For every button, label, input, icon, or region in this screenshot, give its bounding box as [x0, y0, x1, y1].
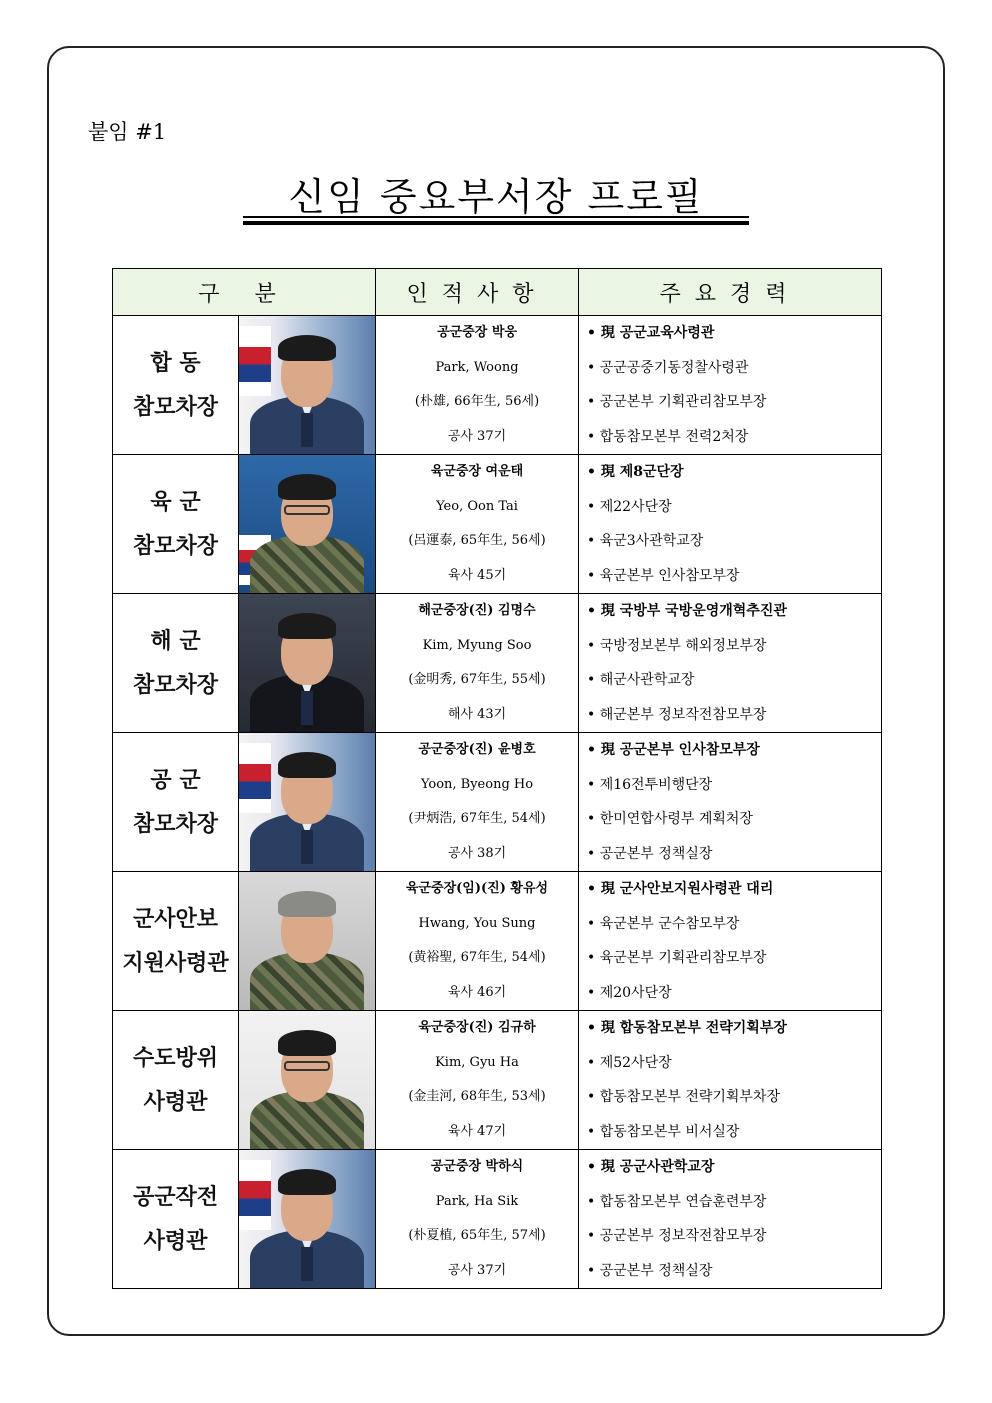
category-cell: [113, 733, 239, 872]
hanja-birth-age: (金明秀, 67年生, 55세): [408, 672, 546, 687]
category-line: 참모차장: [132, 811, 218, 837]
personal-info-cell: [376, 316, 579, 455]
rank-name: 공군중장(진) 윤병호: [418, 742, 536, 757]
career-cell: [579, 1011, 882, 1150]
header-category: 구 분: [113, 269, 376, 316]
career-item: • 합동참모본부 전력2처장: [587, 420, 881, 455]
hair-shape: [278, 474, 336, 500]
career-cell: [579, 872, 882, 1011]
career-cell: [579, 316, 882, 455]
career-item: • 육군본부 군수참모부장: [587, 907, 881, 942]
rank-name: 육군중장(임)(진) 황유성: [405, 881, 549, 896]
personal-info-cell: [376, 1011, 579, 1150]
career-item: • 공군본부 정보작전참모부장: [587, 1219, 881, 1254]
academy-class: 육사 45기: [447, 567, 507, 583]
academy-class: 해사 43기: [447, 706, 507, 722]
glasses-icon: [284, 505, 330, 515]
current-position: • 現 공군교육사령관: [587, 316, 881, 351]
category-line: 참모차장: [132, 533, 218, 559]
korean-flag-icon: [239, 1160, 271, 1230]
hanja-birth-age: (朴夏植, 65年生, 57세): [408, 1228, 546, 1243]
hanja-birth-age: (朴雄, 66年生, 56세): [414, 394, 540, 409]
table-row: [113, 1011, 882, 1150]
academy-class: 공사 38기: [447, 845, 507, 861]
portrait-photo: [239, 1011, 376, 1150]
hair-shape: [278, 335, 336, 361]
career-item: • 제22사단장: [587, 490, 881, 525]
glasses-icon: [284, 1061, 330, 1071]
hair-shape: [278, 1030, 336, 1056]
page-title: 신임 중요부서장 프로필: [288, 175, 704, 219]
category-line: 사령관: [143, 1089, 208, 1115]
english-name: Kim, Myung Soo: [422, 637, 532, 653]
category-cell: [113, 1011, 239, 1150]
category-line: 해 군: [150, 628, 201, 654]
table-header-row: [113, 269, 882, 316]
header-career: 주요경력: [579, 269, 882, 316]
portrait-photo: [239, 1150, 376, 1289]
career-item: • 합동참모본부 전략기획부차장: [587, 1080, 881, 1115]
academy-class: 공사 37기: [447, 1262, 507, 1278]
english-name: Kim, Gyu Ha: [435, 1054, 519, 1070]
header-personal-info: 인적사항: [376, 269, 579, 316]
necktie-shape: [301, 413, 313, 447]
hair-shape: [278, 1169, 336, 1195]
career-cell: [579, 733, 882, 872]
current-position: • 現 군사안보지원사령관 대리: [587, 872, 881, 907]
career-item: • 해군사관학교장: [587, 663, 881, 698]
category-line: 합 동: [150, 350, 201, 376]
category-line: 사령관: [143, 1228, 208, 1254]
category-cell: [113, 594, 239, 733]
category-cell: [113, 455, 239, 594]
rank-name: 육군중장 여운태: [430, 464, 524, 479]
career-item: • 공군본부 기획관리참모부장: [587, 385, 881, 420]
career-item: • 해군본부 정보작전참모부장: [587, 698, 881, 733]
category-line: 군사안보: [132, 906, 218, 932]
current-position: • 現 합동참모본부 전략기획부장: [587, 1011, 881, 1046]
category-cell: [113, 316, 239, 455]
necktie-shape: [301, 1247, 313, 1281]
career-item: • 육군본부 기획관리참모부장: [587, 941, 881, 976]
table-row: [113, 872, 882, 1011]
current-position: • 現 공군본부 인사참모부장: [587, 733, 881, 768]
necktie-shape: [301, 830, 313, 864]
title-underline-thick: [243, 221, 749, 225]
category-line: 공군작전: [132, 1184, 218, 1210]
english-name: Yeo, Oon Tai: [436, 498, 518, 514]
career-item: • 제20사단장: [587, 976, 881, 1011]
english-name: Yoon, Byeong Ho: [420, 776, 534, 792]
attachment-label: 붙임 #1: [88, 120, 167, 144]
personal-info-cell: [376, 1150, 579, 1289]
category-line: 육 군: [150, 489, 201, 515]
table-row: [113, 316, 882, 455]
portrait-photo: [239, 733, 376, 872]
career-item: • 육군3사관학교장: [587, 524, 881, 559]
academy-class: 공사 37기: [447, 428, 507, 444]
current-position: • 現 제8군단장: [587, 455, 881, 490]
rank-name: 공군중장 박하식: [430, 1159, 524, 1174]
category-line: 지원사령관: [122, 950, 229, 976]
career-item: • 육군본부 인사참모부장: [587, 559, 881, 594]
career-item: • 한미연합사령부 계획처장: [587, 802, 881, 837]
hanja-birth-age: (黄裕聖, 67年生, 54세): [408, 950, 546, 965]
rank-name: 해군중장(진) 김명수: [418, 603, 536, 618]
english-name: Hwang, You Sung: [418, 915, 536, 931]
table-row: [113, 1150, 882, 1289]
category-line: 참모차장: [132, 394, 218, 420]
career-cell: [579, 594, 882, 733]
category-line: 참모차장: [132, 672, 218, 698]
category-cell: [113, 872, 239, 1011]
hair-shape: [278, 891, 336, 917]
current-position: • 現 공군사관학교장: [587, 1150, 881, 1185]
portrait-photo: [239, 455, 376, 594]
career-item: • 공군본부 정책실장: [587, 837, 881, 872]
hair-shape: [278, 752, 336, 778]
korean-flag-icon: [239, 326, 271, 396]
rank-name: 공군중장 박웅: [437, 325, 517, 340]
portrait-photo: [239, 316, 376, 455]
academy-class: 육사 47기: [447, 1123, 507, 1139]
rank-name: 육군중장(진) 김규하: [418, 1020, 536, 1035]
korean-flag-icon: [239, 743, 271, 813]
profile-table: [112, 268, 882, 1289]
category-line: 수도방위: [132, 1045, 218, 1071]
personal-info-cell: [376, 872, 579, 1011]
career-item: • 제52사단장: [587, 1046, 881, 1081]
portrait-photo: [239, 594, 376, 733]
english-name: Park, Woong: [435, 359, 519, 375]
career-item: • 공군공중기동정찰사령관: [587, 351, 881, 386]
career-cell: [579, 455, 882, 594]
career-item: • 합동참모본부 비서실장: [587, 1115, 881, 1150]
portrait-photo: [239, 872, 376, 1011]
title-underline-thin: [243, 216, 749, 218]
hanja-birth-age: (金圭河, 68年生, 53세): [408, 1089, 546, 1104]
english-name: Park, Ha Sik: [435, 1193, 519, 1209]
hanja-birth-age: (呂運泰, 65年生, 56세): [408, 533, 546, 548]
career-cell: [579, 1150, 882, 1289]
category-line: 공 군: [150, 767, 201, 793]
necktie-shape: [301, 691, 313, 725]
career-item: • 제16전투비행단장: [587, 768, 881, 803]
table-row: [113, 594, 882, 733]
current-position: • 現 국방부 국방운영개혁추진관: [587, 594, 881, 629]
category-cell: [113, 1150, 239, 1289]
personal-info-cell: [376, 733, 579, 872]
table-row: [113, 733, 882, 872]
career-item: • 합동참모본부 연습훈련부장: [587, 1185, 881, 1220]
hanja-birth-age: (尹炳浩, 67年生, 54세): [408, 811, 546, 826]
career-item: • 국방정보본부 해외정보부장: [587, 629, 881, 664]
personal-info-cell: [376, 594, 579, 733]
table-row: [113, 455, 882, 594]
career-item: • 공군본부 정책실장: [587, 1254, 881, 1289]
personal-info-cell: [376, 455, 579, 594]
academy-class: 육사 46기: [447, 984, 507, 1000]
hair-shape: [278, 613, 336, 639]
